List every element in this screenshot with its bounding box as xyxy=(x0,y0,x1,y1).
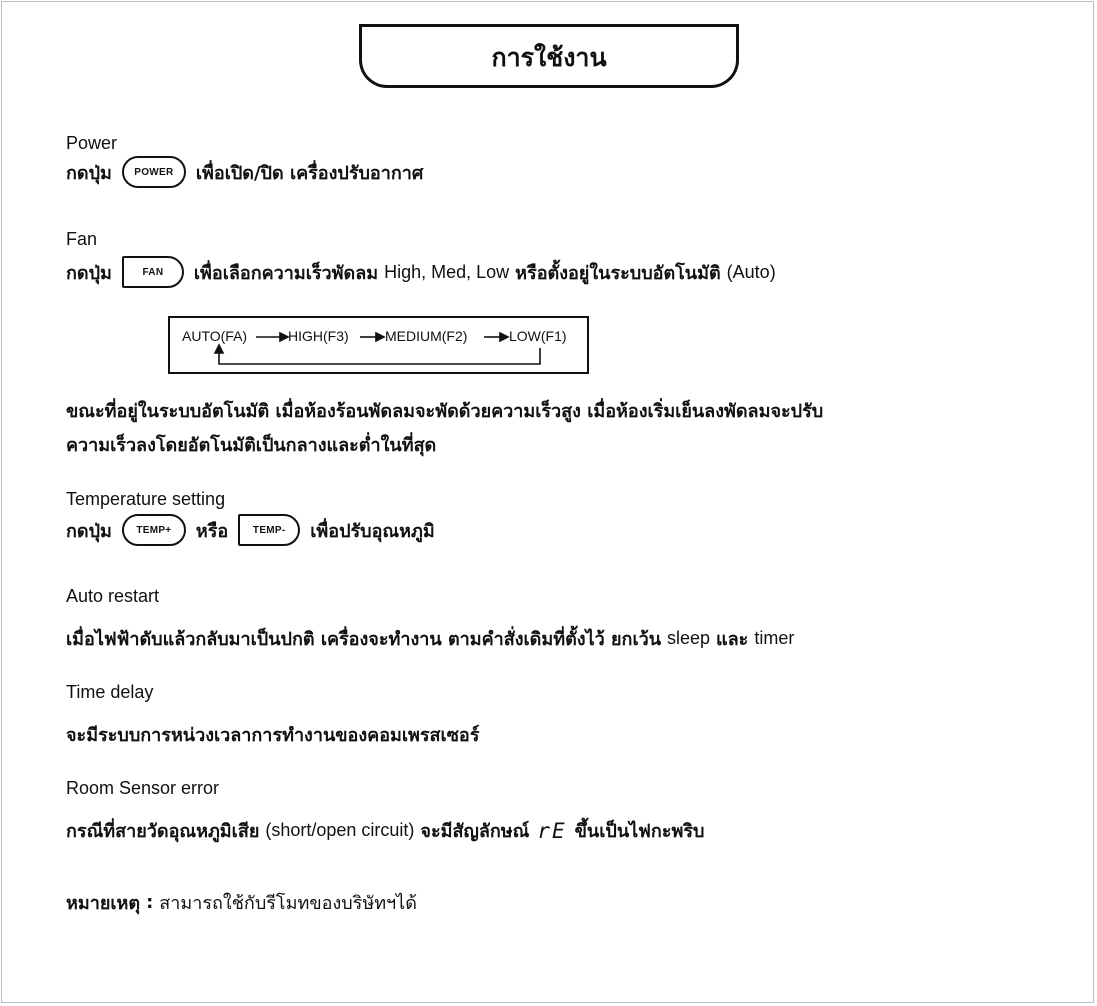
room-sensor-text-b: จะมีสัญลักษณ์ xyxy=(420,821,530,842)
fan-text-b: หรือตั้งอยู่ในระบบอัตโนมัติ xyxy=(515,262,721,284)
power-line xyxy=(66,156,423,188)
page-title: การใช้งาน xyxy=(491,42,607,72)
error-code-display: rE xyxy=(537,818,567,843)
room-sensor-text-c: ขึ้นเป็นไฟกะพริบ xyxy=(574,821,705,842)
note-separator: : xyxy=(146,892,154,913)
fan-auto: (Auto) xyxy=(726,261,776,282)
room-sensor-text-a: กรณีที่สายวัดอุณหภูมิเสีย xyxy=(66,821,260,842)
note-text: สามารถใช้กับรีโมทของบริษัทฯได้ xyxy=(159,893,417,914)
time-delay-text: จะมีระบบการหน่วงเวลาการทำงานของคอมเพรสเซอร์ xyxy=(66,725,480,746)
fan-heading: Fan xyxy=(66,229,98,249)
temperature-heading: Temperature setting xyxy=(66,489,226,509)
return-line xyxy=(219,348,540,364)
title-box xyxy=(359,24,739,88)
temperature-suffix: เพื่อปรับอุณหภูมิ xyxy=(310,520,435,542)
fan-button-icon: FAN xyxy=(122,256,184,288)
temperature-line xyxy=(66,514,435,546)
fan-sequence-box xyxy=(168,316,589,374)
auto-restart-and: และ xyxy=(716,629,749,650)
power-button-icon: POWER xyxy=(122,156,186,188)
room-sensor-heading: Room Sensor error xyxy=(66,778,220,798)
fan-line xyxy=(66,256,776,288)
auto-restart-heading: Auto restart xyxy=(66,586,160,606)
time-delay-line xyxy=(66,720,479,749)
return-arrow-head xyxy=(215,345,223,353)
fan-prefix: กดปุ่ม xyxy=(66,262,112,284)
note-line xyxy=(66,888,417,917)
note-label: หมายเหตุ xyxy=(66,893,141,914)
fan-text-a: เพื่อเลือกความเร็วพัดลม xyxy=(193,262,379,284)
auto-restart-line xyxy=(66,624,794,653)
power-heading: Power xyxy=(66,133,118,153)
fan-description-line-1: ขณะที่อยู่ในระบบอัตโนมัติ เมื่อห้องร้อนพัดลมจะพัดด้วยความเร็วสูง เมื่อห้องเริ่มเย็นลงพัดลมจะปรับ xyxy=(66,401,824,422)
arrow-2-head xyxy=(376,333,384,341)
arrow-3-head xyxy=(500,333,508,341)
temperature-or: หรือ xyxy=(195,520,229,542)
seq-high: HIGH(F3) xyxy=(288,328,349,344)
auto-restart-text: เมื่อไฟฟ้าดับแล้วกลับมาเป็นปกติ เครื่องจะทำงาน ตามคำสั่งเดิมที่ตั้งไว้ ยกเว้น xyxy=(66,629,662,650)
auto-restart-timer: timer xyxy=(754,628,795,648)
seq-auto: AUTO(FA) xyxy=(182,328,248,344)
fan-sequence-arrows xyxy=(170,318,591,376)
fan-speeds: High, Med, Low xyxy=(384,261,510,282)
temperature-prefix: กดปุ่ม xyxy=(66,520,112,542)
arrow-1-head xyxy=(280,333,288,341)
seq-low: LOW(F1) xyxy=(509,328,567,344)
fan-description xyxy=(66,395,823,463)
temp-down-button-icon: TEMP- xyxy=(238,514,300,546)
temp-up-button-icon: TEMP+ xyxy=(122,514,186,546)
room-sensor-circuit: (short/open circuit) xyxy=(265,820,415,840)
seq-medium: MEDIUM(F2) xyxy=(385,328,468,344)
power-prefix: กดปุ่ม xyxy=(66,162,112,184)
time-delay-heading: Time delay xyxy=(66,682,154,702)
auto-restart-sleep: sleep xyxy=(667,628,711,648)
power-suffix: เพื่อเปิด/ปิด เครื่องปรับอากาศ xyxy=(195,162,424,184)
room-sensor-line xyxy=(66,816,704,845)
fan-description-line-2: ความเร็วลงโดยอัตโนมัติเป็นกลางและต่ำในที่สุด xyxy=(66,435,437,456)
